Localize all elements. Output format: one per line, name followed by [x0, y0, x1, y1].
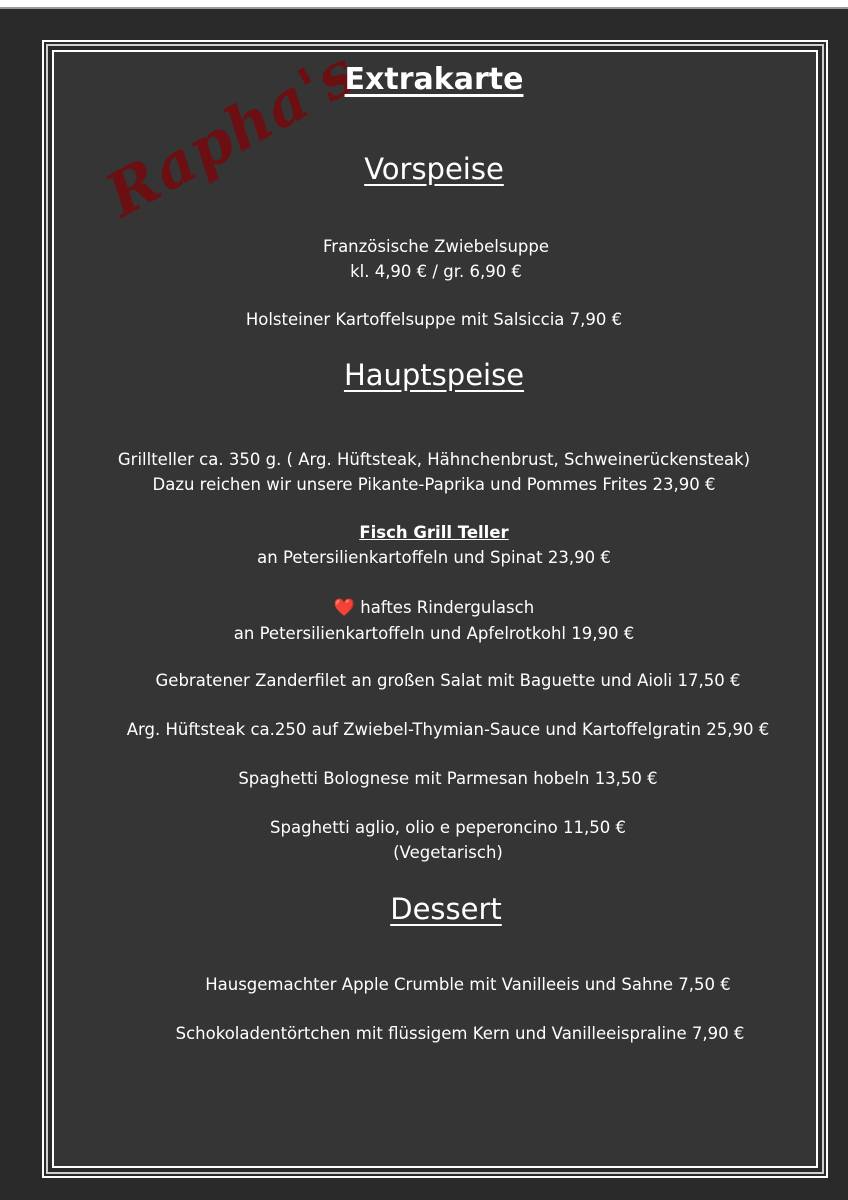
menu-item-grillteller: [10, 447, 848, 497]
item-name: Französische Zwiebelsuppe: [323, 237, 549, 256]
top-border: [0, 0, 848, 7]
item-price: kl. 4,90 € / gr. 6,90 €: [350, 262, 522, 281]
item-name-row: [10, 595, 848, 621]
section-heading-hauptspeise: Hauptspeise: [343, 358, 525, 392]
rapha-stamp-logo: Rapha's: [95, 37, 369, 232]
item-name: Gebratener Zanderfilet an großen Salat mit Baguette und Aioli 17,50 €: [155, 671, 741, 690]
menu-item-fisch-grill-teller: [10, 520, 848, 570]
heart-icon: ❤️: [333, 598, 355, 618]
menu-item-apple-crumble: [44, 972, 848, 997]
item-name: Fisch Grill Teller: [359, 523, 509, 542]
item-description: Dazu reichen wir unsere Pikante-Paprika und Pommes Frites 23,90 €: [152, 475, 716, 494]
menu-item-schokoladentoertchen: [36, 1021, 848, 1046]
item-name: Holsteiner Kartoffelsuppe mit Salsiccia 7,90 €: [245, 310, 623, 329]
item-name: haftes Rindergulasch: [360, 598, 535, 617]
item-name: Spaghetti aglio, olio e peperoncino 11,50 €: [270, 818, 626, 837]
menu-item-hueftsteak: [24, 717, 848, 742]
section-heading-dessert: Dessert: [390, 892, 502, 926]
item-name: Hausgemachter Apple Crumble mit Vanilleeis und Sahne 7,50 €: [205, 975, 731, 994]
item-note: (Vegetarisch): [393, 843, 503, 862]
menu-item-kartoffelsuppe: [10, 307, 848, 332]
menu-item-aglio-olio: [24, 815, 848, 865]
item-name: Arg. Hüftsteak ca.250 auf Zwiebel-Thymian-Sauce und Kartoffelgratin 25,90 €: [126, 720, 770, 739]
page-title: Extrakarte: [344, 62, 524, 97]
menu-item-zanderfilet: [24, 668, 848, 693]
menu-item-rindergulasch: [10, 595, 848, 646]
item-name: Schokoladentörtchen mit flüssigem Kern und Vanilleeispraline 7,90 €: [175, 1024, 745, 1043]
menu-item-zwiebelsuppe: [12, 234, 848, 284]
section-heading-vorspeise: Vorspeise: [364, 152, 504, 186]
item-name: Spaghetti Bolognese mit Parmesan hobeln 13,50 €: [238, 769, 658, 788]
menu-item-bolognese: [24, 766, 848, 791]
item-description: an Petersilienkartoffeln und Spinat 23,90 €: [257, 548, 611, 567]
item-name: Grillteller ca. 350 g. ( Arg. Hüftsteak, Hähnchenbrust, Schweinerückensteak): [117, 450, 751, 469]
item-description: an Petersilienkartoffeln und Apfelrotkohl 19,90 €: [233, 624, 635, 643]
